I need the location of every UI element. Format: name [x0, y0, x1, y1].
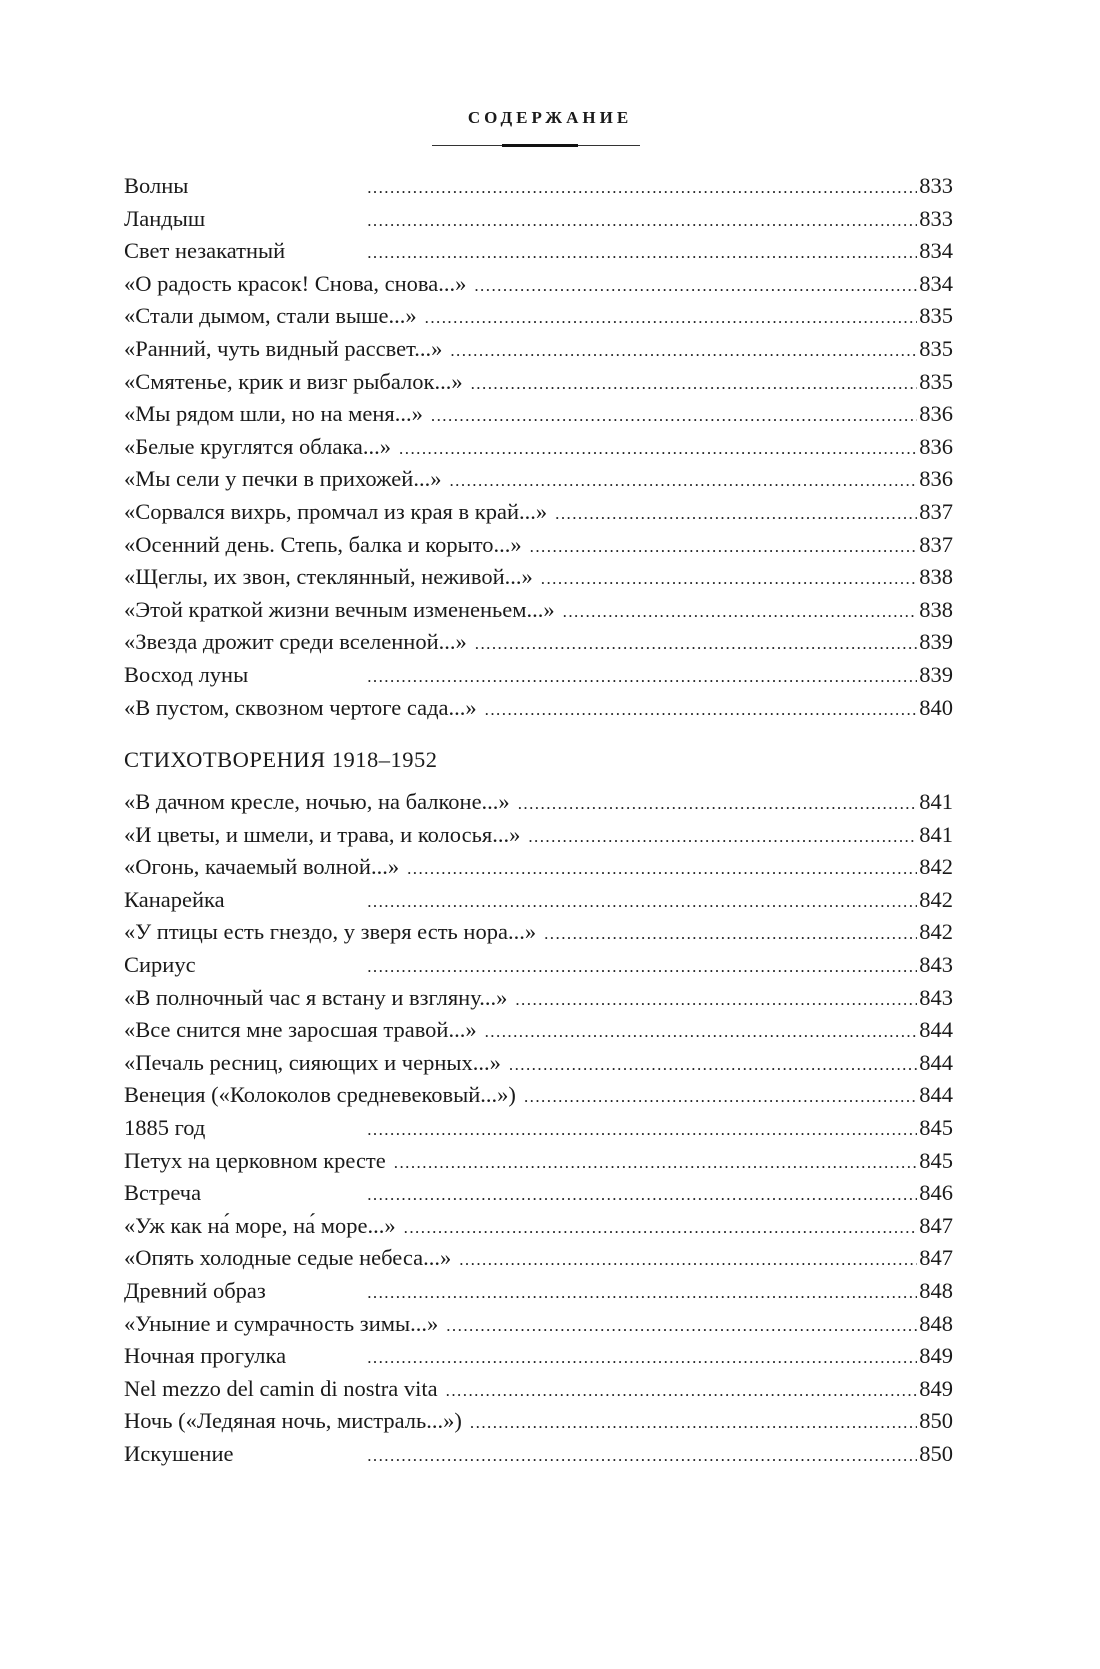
toc-entry-page: 837	[919, 531, 953, 557]
toc-entry-title: Ночная прогулка	[124, 1343, 287, 1369]
dot-leader	[485, 694, 918, 725]
toc-entry-title: «Печаль ресниц, сияющих и черных...»	[124, 1049, 501, 1075]
toc-entry-page: 836	[919, 433, 953, 459]
dot-leader	[524, 1081, 917, 1112]
toc-entry-title: 1885 год	[124, 1115, 206, 1141]
dot-leader	[541, 563, 918, 594]
toc-entry	[124, 786, 953, 819]
toc-entry-title: «Смятенье, крик и визг рыбалок...»	[124, 368, 463, 394]
toc-entry-title: Канарейка	[124, 886, 225, 912]
toc-entry-title: Волны	[124, 173, 189, 198]
toc-entry-title: «В полночный час я встану и взгляну...»	[124, 984, 508, 1010]
toc-entry	[124, 431, 953, 464]
dot-leader	[509, 1049, 917, 1080]
toc-entry-title: «Все снится мне заросшая травой...»	[124, 1017, 477, 1043]
toc-entry-page: 836	[919, 466, 953, 492]
toc-entry	[124, 1047, 953, 1080]
toc-entry	[124, 366, 953, 399]
toc-entry	[124, 203, 953, 236]
toc-entry-title: Nel mezzo del camin di nostra vita	[124, 1375, 438, 1401]
toc-entry	[124, 626, 953, 659]
toc-entry-title: Ночь («Ледяная ночь, мистраль...»)	[124, 1408, 462, 1434]
toc-entry-page: 842	[919, 854, 953, 880]
toc-entry-title: «Огонь, качаемый волной...»	[124, 854, 400, 880]
toc-entry-title: Искушение	[124, 1440, 234, 1466]
toc-entry-title: «Опять холодные седые небеса...»	[124, 1245, 452, 1271]
toc-entry	[124, 884, 953, 917]
dot-leader	[449, 465, 917, 496]
toc-entry-title: Встреча	[124, 1180, 202, 1206]
toc-entry	[124, 170, 953, 203]
toc-entry-page: 834	[919, 270, 953, 296]
dot-leader	[213, 205, 917, 236]
toc-entry-title: «И цветы, и шмели, и трава, и колосья...»	[124, 821, 521, 847]
toc-entry-title: «Мы сели у печки в прихожей...»	[124, 466, 442, 492]
dot-leader	[431, 400, 917, 431]
toc-entry-title: Петух на церковном кресте	[124, 1147, 386, 1173]
dot-leader	[407, 853, 917, 884]
toc-entry	[124, 819, 953, 852]
toc-entry-title: «О радость красок! Снова, снова...»	[124, 270, 467, 296]
toc-entry-page: 839	[919, 629, 953, 655]
dot-leader	[530, 531, 918, 562]
dot-leader	[274, 1277, 917, 1308]
toc-entry-page: 841	[919, 821, 953, 847]
toc-entry-title: Древний образ	[124, 1278, 266, 1303]
page-title: СОДЕРЖАНИЕ	[467, 108, 633, 127]
dot-leader	[213, 1114, 917, 1145]
dot-leader	[563, 596, 918, 627]
toc-entry-page: 833	[919, 173, 953, 198]
toc-entry-title: «Мы рядом шли, но на меня...»	[124, 401, 423, 427]
toc-entry-title: «Стали дымом, стали выше...»	[124, 303, 417, 329]
toc-entry	[124, 1405, 953, 1438]
dot-leader	[204, 951, 918, 982]
toc-entry-title: Восход луны	[124, 661, 249, 687]
dot-leader	[293, 237, 917, 268]
toc-entry	[124, 529, 953, 562]
toc-entry-title: «Уж как на́ море, на́ море...»	[124, 1212, 396, 1238]
toc-entry-page: 850	[919, 1440, 953, 1466]
toc-entry-page: 838	[919, 596, 953, 622]
toc-entry-page: 843	[919, 952, 953, 978]
toc-entry-page: 848	[919, 1310, 953, 1336]
toc-entry-page: 844	[919, 1017, 953, 1043]
dot-leader	[450, 335, 917, 366]
toc-entry	[124, 1177, 953, 1210]
toc-entry-page: 842	[919, 886, 953, 912]
toc-entry-page: 836	[919, 401, 953, 427]
toc-entry-title: «Осенний день. Степь, балка и корыто...»	[124, 531, 522, 557]
toc-entry-title: «В дачном кресле, ночью, на балконе...»	[124, 789, 510, 815]
dot-leader	[515, 984, 917, 1015]
toc-entry-title: Свет незакатный	[124, 238, 286, 264]
toc-entry-page: 850	[919, 1408, 953, 1434]
dot-leader	[446, 1310, 917, 1341]
page-header	[0, 108, 1100, 128]
toc-entry	[124, 982, 953, 1015]
toc-entry	[124, 333, 953, 366]
toc-entry	[124, 398, 953, 431]
toc-entry	[124, 594, 953, 627]
dot-leader	[528, 821, 917, 852]
toc-entry-title: «Ранний, чуть видный рассвет...»	[124, 335, 443, 361]
toc-entry-page: 845	[919, 1115, 953, 1141]
toc-entry	[124, 1373, 953, 1406]
toc-entry-page: 849	[919, 1343, 953, 1369]
toc-entry	[124, 496, 953, 529]
dot-leader	[544, 918, 917, 949]
toc-entry	[124, 1340, 953, 1373]
toc-entry-title: «Щеглы, их звон, стеклянный, неживой...»	[124, 564, 533, 590]
toc-entry-page: 845	[919, 1147, 953, 1173]
dot-leader	[446, 1375, 918, 1406]
dot-leader	[399, 433, 917, 464]
dot-leader	[241, 1440, 917, 1471]
dot-leader	[555, 498, 917, 529]
toc-entry	[124, 1308, 953, 1341]
toc-entry	[124, 300, 953, 333]
toc-entry-title: «Сорвался вихрь, промчал из края в край...»	[124, 498, 548, 524]
dot-leader	[256, 661, 917, 692]
toc-entry-page: 834	[919, 238, 953, 264]
toc-entry-page: 841	[919, 789, 953, 815]
dot-leader	[209, 1179, 917, 1210]
toc-entry-page: 842	[919, 919, 953, 945]
dot-leader	[404, 1212, 918, 1243]
toc-entry-page: 835	[919, 368, 953, 394]
toc-entry-page: 849	[919, 1375, 953, 1401]
toc-entry-title: «У птицы есть гнездо, у зверя есть нора...»	[124, 919, 537, 945]
toc-entry	[124, 1145, 953, 1178]
dot-leader	[196, 172, 917, 203]
dot-leader	[518, 788, 918, 819]
toc-entry-title: «Уныние и сумрачность зимы...»	[124, 1310, 439, 1336]
dot-leader	[475, 628, 918, 659]
toc-entry	[124, 949, 953, 982]
dot-leader	[394, 1147, 918, 1178]
table-of-contents	[124, 170, 953, 1471]
toc-entry-page: 838	[919, 564, 953, 590]
dot-leader	[459, 1244, 917, 1275]
dot-leader	[294, 1342, 917, 1373]
toc-entry-page: 835	[919, 335, 953, 361]
dot-leader	[485, 1016, 918, 1047]
toc-entry-page: 844	[919, 1082, 953, 1108]
toc-entry-page: 848	[919, 1278, 953, 1303]
toc-entry-title: «В пустом, сквозном чертоге сада...»	[124, 694, 477, 720]
toc-entry	[124, 1014, 953, 1047]
toc-entry-page: 847	[919, 1245, 953, 1271]
toc-entry	[124, 1438, 953, 1471]
toc-entry-title: Сириус	[124, 952, 196, 978]
toc-entry-page: 844	[919, 1049, 953, 1075]
toc-entry	[124, 268, 953, 301]
header-rule-accent	[502, 144, 578, 147]
toc-entry-page: 843	[919, 984, 953, 1010]
toc-entry-title: Ландыш	[124, 205, 206, 231]
toc-entry-page: 837	[919, 498, 953, 524]
toc-entry	[124, 659, 953, 692]
toc-entry	[124, 1079, 953, 1112]
toc-entry-title: Венеция («Колоколов средневековый...»)	[124, 1082, 516, 1108]
toc-entry	[124, 851, 953, 884]
dot-leader	[474, 270, 917, 301]
section-heading: СТИХОТВОРЕНИЯ 1918–1952	[124, 747, 438, 773]
toc-entry-title: «Звезда дрожит среди вселенной...»	[124, 629, 467, 655]
dot-leader	[233, 886, 918, 917]
toc-entry-page: 847	[919, 1212, 953, 1238]
toc-entry	[124, 1275, 953, 1308]
toc-entry-title: «Этой краткой жизни вечным измененьем...»	[124, 596, 555, 622]
toc-entry-page: 846	[919, 1180, 953, 1206]
toc-entry	[124, 1210, 953, 1243]
toc-entry-page: 839	[919, 661, 953, 687]
dot-leader	[471, 368, 918, 399]
dot-leader	[470, 1407, 917, 1438]
dot-leader	[425, 302, 918, 333]
toc-entry	[124, 1242, 953, 1275]
toc-entry	[124, 235, 953, 268]
toc-entry	[124, 916, 953, 949]
toc-entry-page: 833	[919, 205, 953, 231]
toc-entry	[124, 692, 953, 725]
toc-entry	[124, 1112, 953, 1145]
toc-entry-page: 840	[919, 694, 953, 720]
toc-entry-title: «Белые круглятся облака...»	[124, 433, 392, 459]
toc-entry	[124, 463, 953, 496]
toc-entry-page: 835	[919, 303, 953, 329]
toc-entry	[124, 561, 953, 594]
